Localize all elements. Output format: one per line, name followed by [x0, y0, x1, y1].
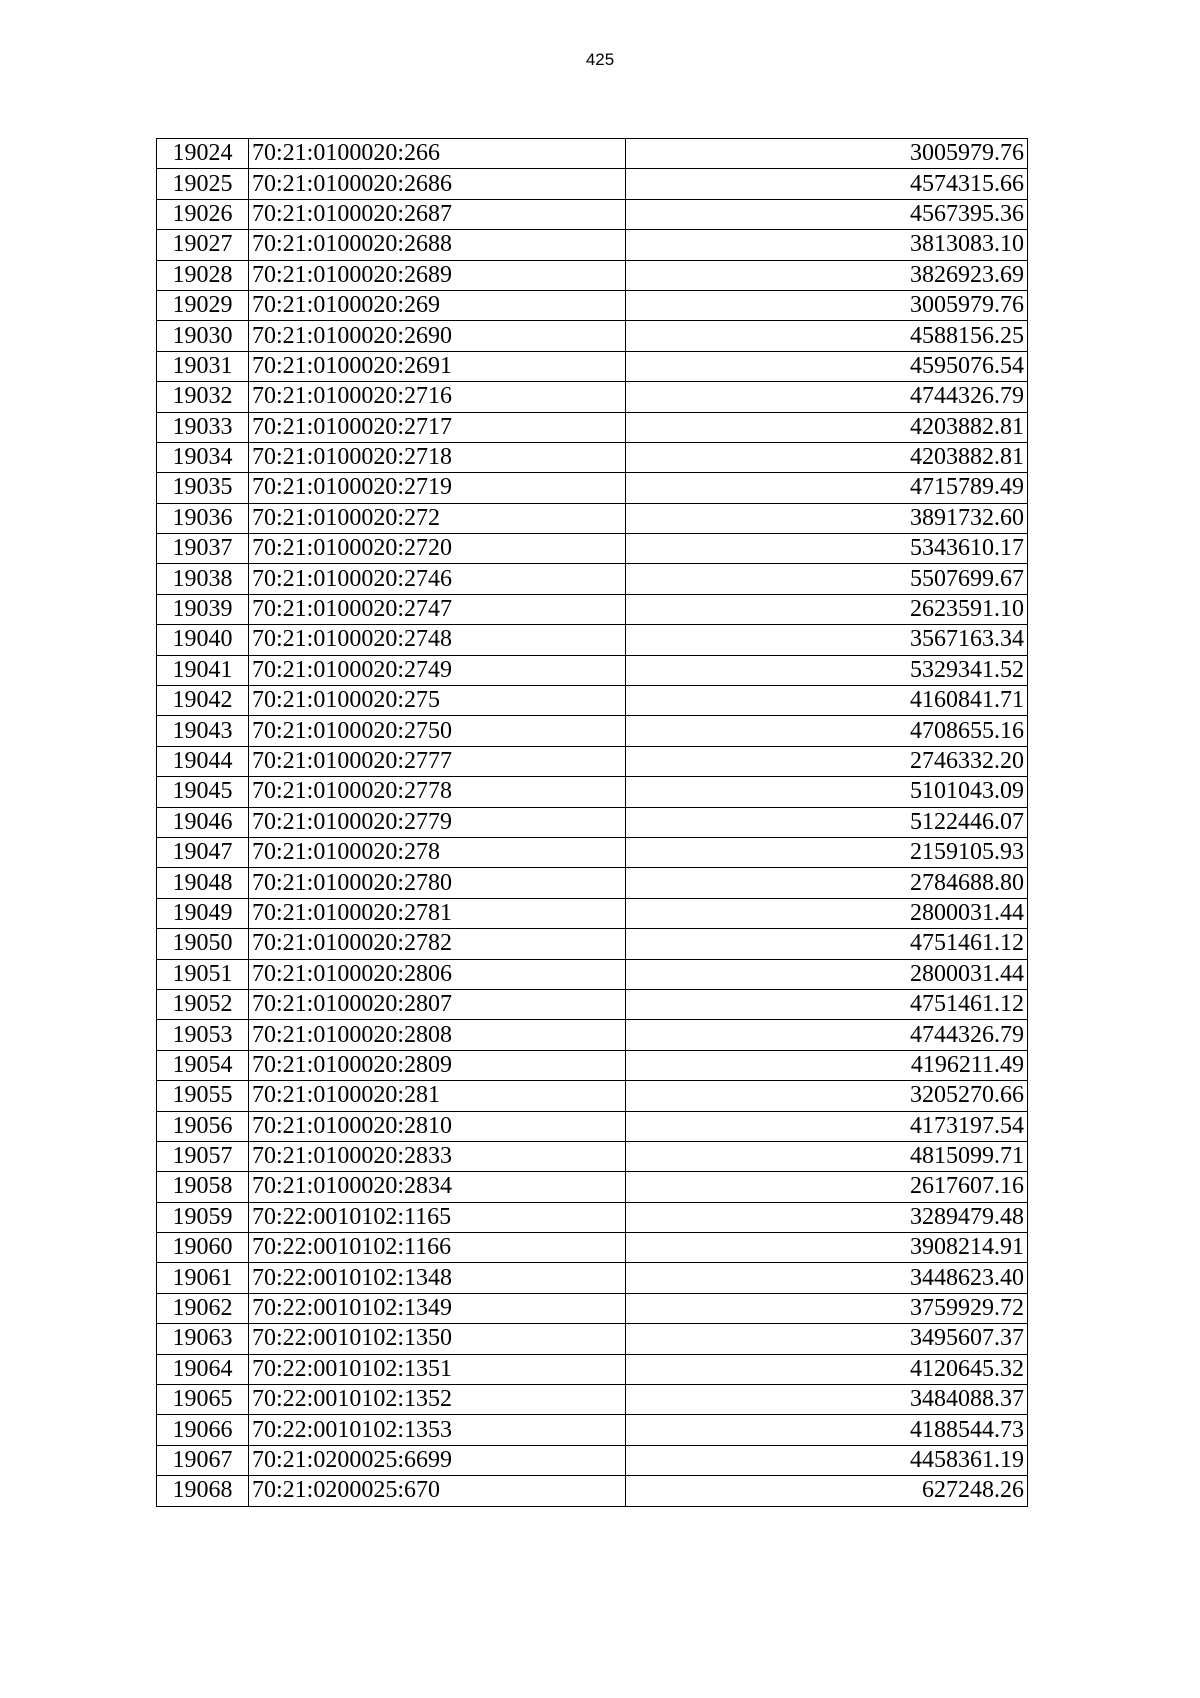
cadastral-value-cell: 4751461.12 [626, 929, 1028, 959]
cadastral-value-cell: 5507699.67 [626, 564, 1028, 594]
cadastral-number-cell: 70:21:0100020:2686 [249, 169, 626, 199]
page-number: 425 [585, 50, 615, 69]
cadastral-value-cell: 4744326.79 [626, 382, 1028, 412]
cadastral-number-cell: 70:21:0100020:2717 [249, 412, 626, 442]
cadastral-number-cell: 70:21:0100020:2746 [249, 564, 626, 594]
cadastral-value-table [156, 138, 1028, 1507]
cadastral-number-cell: 70:21:0200025:670 [249, 1476, 626, 1506]
cadastral-value-cell: 3567163.34 [626, 625, 1028, 655]
row-number-cell: 19045 [157, 777, 249, 807]
row-number-cell: 19046 [157, 807, 249, 837]
cadastral-number-cell: 70:21:0100020:2716 [249, 382, 626, 412]
cadastral-value-cell: 3891732.60 [626, 503, 1028, 533]
table-row [157, 625, 1028, 655]
cadastral-value-cell: 627248.26 [626, 1476, 1028, 1506]
cadastral-value-cell: 5329341.52 [626, 655, 1028, 685]
table-row [157, 321, 1028, 351]
cadastral-value-cell: 4744326.79 [626, 1020, 1028, 1050]
cadastral-number-cell: 70:21:0100020:2778 [249, 777, 626, 807]
cadastral-value-cell: 2159105.93 [626, 837, 1028, 867]
row-number-cell: 19039 [157, 594, 249, 624]
cadastral-number-cell: 70:21:0100020:275 [249, 686, 626, 716]
cadastral-number-cell: 70:21:0100020:2779 [249, 807, 626, 837]
row-number-cell: 19034 [157, 442, 249, 472]
row-number-cell: 19042 [157, 686, 249, 716]
cadastral-value-cell: 4120645.32 [626, 1354, 1028, 1384]
row-number-cell: 19040 [157, 625, 249, 655]
table-row [157, 534, 1028, 564]
row-number-cell: 19026 [157, 199, 249, 229]
cadastral-number-cell: 70:21:0100020:2807 [249, 989, 626, 1019]
row-number-cell: 19031 [157, 351, 249, 381]
cadastral-number-cell: 70:21:0100020:272 [249, 503, 626, 533]
cadastral-value-cell: 5122446.07 [626, 807, 1028, 837]
row-number-cell: 19029 [157, 290, 249, 320]
cadastral-value-cell: 4715789.49 [626, 473, 1028, 503]
cadastral-number-cell: 70:21:0100020:2777 [249, 746, 626, 776]
cadastral-value-cell: 3908214.91 [626, 1233, 1028, 1263]
cadastral-number-cell: 70:21:0100020:281 [249, 1081, 626, 1111]
cadastral-number-cell: 70:22:0010102:1353 [249, 1415, 626, 1445]
cadastral-value-cell: 3289479.48 [626, 1202, 1028, 1232]
cadastral-number-cell: 70:21:0100020:2749 [249, 655, 626, 685]
cadastral-number-cell: 70:21:0100020:2833 [249, 1141, 626, 1171]
cadastral-value-cell: 2746332.20 [626, 746, 1028, 776]
cadastral-value-cell: 3005979.76 [626, 290, 1028, 320]
cadastral-value-cell: 4173197.54 [626, 1111, 1028, 1141]
row-number-cell: 19044 [157, 746, 249, 776]
table-row [157, 868, 1028, 898]
cadastral-number-cell: 70:21:0100020:2808 [249, 1020, 626, 1050]
row-number-cell: 19052 [157, 989, 249, 1019]
table-row [157, 139, 1028, 169]
cadastral-number-cell: 70:21:0100020:2780 [249, 868, 626, 898]
table-row [157, 989, 1028, 1019]
row-number-cell: 19048 [157, 868, 249, 898]
cadastral-value-cell: 4458361.19 [626, 1445, 1028, 1475]
cadastral-number-cell: 70:21:0100020:2691 [249, 351, 626, 381]
cadastral-number-cell: 70:21:0100020:2720 [249, 534, 626, 564]
row-number-cell: 19051 [157, 959, 249, 989]
cadastral-number-cell: 70:21:0100020:2809 [249, 1050, 626, 1080]
row-number-cell: 19062 [157, 1293, 249, 1323]
cadastral-number-cell: 70:21:0100020:2690 [249, 321, 626, 351]
row-number-cell: 19035 [157, 473, 249, 503]
table-row [157, 929, 1028, 959]
row-number-cell: 19036 [157, 503, 249, 533]
table-row [157, 442, 1028, 472]
row-number-cell: 19028 [157, 260, 249, 290]
cadastral-number-cell: 70:21:0100020:2688 [249, 230, 626, 260]
row-number-cell: 19064 [157, 1354, 249, 1384]
cadastral-value-cell: 2617607.16 [626, 1172, 1028, 1202]
row-number-cell: 19025 [157, 169, 249, 199]
cadastral-number-cell: 70:21:0100020:2718 [249, 442, 626, 472]
row-number-cell: 19060 [157, 1233, 249, 1263]
table-row [157, 716, 1028, 746]
cadastral-value-cell: 4815099.71 [626, 1141, 1028, 1171]
cadastral-value-cell: 4567395.36 [626, 199, 1028, 229]
row-number-cell: 19038 [157, 564, 249, 594]
cadastral-number-cell: 70:22:0010102:1165 [249, 1202, 626, 1232]
cadastral-value-cell: 3448623.40 [626, 1263, 1028, 1293]
cadastral-number-cell: 70:21:0100020:2719 [249, 473, 626, 503]
table-row [157, 746, 1028, 776]
cadastral-number-cell: 70:22:0010102:1352 [249, 1385, 626, 1415]
cadastral-value-cell: 5343610.17 [626, 534, 1028, 564]
table-row [157, 686, 1028, 716]
cadastral-number-cell: 70:21:0200025:6699 [249, 1445, 626, 1475]
table-row [157, 1111, 1028, 1141]
row-number-cell: 19047 [157, 837, 249, 867]
table-row [157, 1172, 1028, 1202]
row-number-cell: 19058 [157, 1172, 249, 1202]
cadastral-value-cell: 4160841.71 [626, 686, 1028, 716]
cadastral-number-cell: 70:21:0100020:266 [249, 139, 626, 169]
cadastral-value-cell: 3205270.66 [626, 1081, 1028, 1111]
cadastral-number-cell: 70:22:0010102:1348 [249, 1263, 626, 1293]
cadastral-value-cell: 4708655.16 [626, 716, 1028, 746]
table-row [157, 1415, 1028, 1445]
table-row [157, 898, 1028, 928]
table-row [157, 1445, 1028, 1475]
cadastral-number-cell: 70:22:0010102:1351 [249, 1354, 626, 1384]
table-row [157, 1081, 1028, 1111]
table-row [157, 777, 1028, 807]
cadastral-number-cell: 70:21:0100020:2782 [249, 929, 626, 959]
row-number-cell: 19030 [157, 321, 249, 351]
row-number-cell: 19033 [157, 412, 249, 442]
table-row [157, 169, 1028, 199]
row-number-cell: 19049 [157, 898, 249, 928]
row-number-cell: 19057 [157, 1141, 249, 1171]
row-number-cell: 19041 [157, 655, 249, 685]
cadastral-value-cell: 4574315.66 [626, 169, 1028, 199]
cadastral-number-cell: 70:21:0100020:269 [249, 290, 626, 320]
cadastral-value-cell: 4751461.12 [626, 989, 1028, 1019]
table-row [157, 199, 1028, 229]
cadastral-number-cell: 70:21:0100020:2750 [249, 716, 626, 746]
cadastral-number-cell: 70:21:0100020:2689 [249, 260, 626, 290]
cadastral-value-cell: 3826923.69 [626, 260, 1028, 290]
cadastral-number-cell: 70:21:0100020:2687 [249, 199, 626, 229]
cadastral-value-cell: 5101043.09 [626, 777, 1028, 807]
table-row [157, 1050, 1028, 1080]
row-number-cell: 19032 [157, 382, 249, 412]
cadastral-value-cell: 3484088.37 [626, 1385, 1028, 1415]
cadastral-number-cell: 70:22:0010102:1350 [249, 1324, 626, 1354]
cadastral-value-cell: 3005979.76 [626, 139, 1028, 169]
table-row [157, 1263, 1028, 1293]
cadastral-number-cell: 70:21:0100020:2748 [249, 625, 626, 655]
cadastral-number-cell: 70:21:0100020:2781 [249, 898, 626, 928]
table-body [157, 139, 1028, 1507]
row-number-cell: 19043 [157, 716, 249, 746]
table-row [157, 1141, 1028, 1171]
cadastral-value-cell: 4203882.81 [626, 442, 1028, 472]
cadastral-value-cell: 4188544.73 [626, 1415, 1028, 1445]
row-number-cell: 19066 [157, 1415, 249, 1445]
table-row [157, 290, 1028, 320]
cadastral-number-cell: 70:22:0010102:1166 [249, 1233, 626, 1263]
cadastral-value-cell: 2784688.80 [626, 868, 1028, 898]
cadastral-value-cell: 3813083.10 [626, 230, 1028, 260]
row-number-cell: 19054 [157, 1050, 249, 1080]
row-number-cell: 19024 [157, 139, 249, 169]
row-number-cell: 19037 [157, 534, 249, 564]
table-row [157, 473, 1028, 503]
table-row [157, 1233, 1028, 1263]
row-number-cell: 19055 [157, 1081, 249, 1111]
cadastral-value-cell: 4595076.54 [626, 351, 1028, 381]
cadastral-value-cell: 2623591.10 [626, 594, 1028, 624]
cadastral-value-cell: 3759929.72 [626, 1293, 1028, 1323]
cadastral-number-cell: 70:21:0100020:2747 [249, 594, 626, 624]
table-row [157, 1020, 1028, 1050]
row-number-cell: 19053 [157, 1020, 249, 1050]
row-number-cell: 19068 [157, 1476, 249, 1506]
cadastral-number-cell: 70:21:0100020:278 [249, 837, 626, 867]
table-row [157, 382, 1028, 412]
table-row [157, 260, 1028, 290]
cadastral-value-cell: 4203882.81 [626, 412, 1028, 442]
cadastral-number-cell: 70:21:0100020:2834 [249, 1172, 626, 1202]
row-number-cell: 19063 [157, 1324, 249, 1354]
cadastral-value-cell: 4196211.49 [626, 1050, 1028, 1080]
cadastral-value-cell: 2800031.44 [626, 898, 1028, 928]
table-row [157, 837, 1028, 867]
cadastral-number-cell: 70:21:0100020:2806 [249, 959, 626, 989]
table-row [157, 412, 1028, 442]
table-row [157, 230, 1028, 260]
row-number-cell: 19050 [157, 929, 249, 959]
row-number-cell: 19067 [157, 1445, 249, 1475]
cadastral-value-cell: 3495607.37 [626, 1324, 1028, 1354]
table-row [157, 959, 1028, 989]
table-row [157, 655, 1028, 685]
cadastral-number-cell: 70:21:0100020:2810 [249, 1111, 626, 1141]
row-number-cell: 19027 [157, 230, 249, 260]
cadastral-number-cell: 70:22:0010102:1349 [249, 1293, 626, 1323]
table-row [157, 1202, 1028, 1232]
row-number-cell: 19056 [157, 1111, 249, 1141]
table-row [157, 351, 1028, 381]
row-number-cell: 19061 [157, 1263, 249, 1293]
cadastral-value-cell: 2800031.44 [626, 959, 1028, 989]
table-row [157, 807, 1028, 837]
table-row [157, 594, 1028, 624]
table-row [157, 1385, 1028, 1415]
row-number-cell: 19059 [157, 1202, 249, 1232]
row-number-cell: 19065 [157, 1385, 249, 1415]
table-row [157, 503, 1028, 533]
table-row [157, 1354, 1028, 1384]
table-row [157, 564, 1028, 594]
cadastral-value-cell: 4588156.25 [626, 321, 1028, 351]
table-row [157, 1324, 1028, 1354]
table-row [157, 1293, 1028, 1323]
table-row [157, 1476, 1028, 1506]
